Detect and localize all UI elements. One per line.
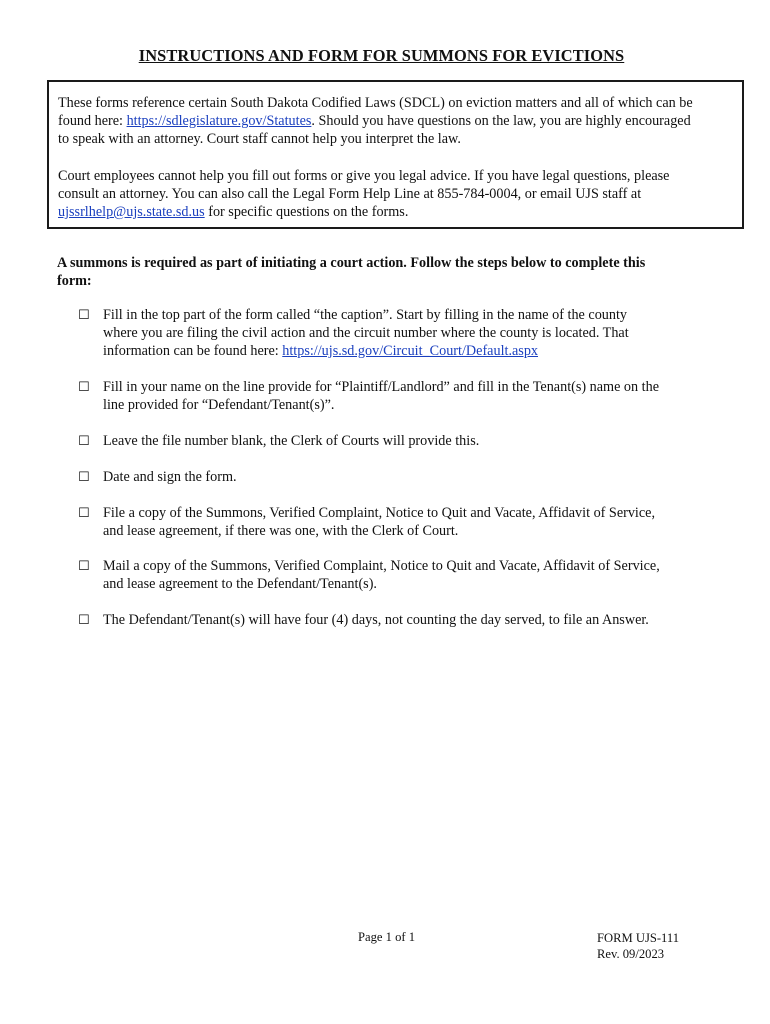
instructions-intro [57, 254, 707, 290]
step-item-answer-deadline [78, 611, 738, 629]
form-revision: Rev. 09/2023 [597, 947, 665, 961]
step-item-file-copy [78, 504, 738, 540]
step-item-date-sign [78, 468, 738, 486]
checkbox-icon[interactable]: ☐ [78, 470, 90, 485]
page-number: Page 1 of 1 [358, 930, 416, 944]
step-item-names [78, 378, 738, 414]
step-line: line provided for “Defendant/Tenant(s)”. [103, 397, 335, 413]
intro-text: form: [57, 273, 92, 290]
notice-paragraph-help [58, 167, 734, 222]
step-line: and lease agreement to the Defendant/Tenant(s). [103, 576, 377, 592]
step-line: File a copy of the Summons, Verified Complaint, Notice to Quit and Vacate, Affidavit of Service, [103, 505, 656, 521]
notice-text: found here: [58, 113, 127, 130]
intro-text: A summons is required as part of initiating a court action. Follow the steps below to complete this [57, 255, 646, 271]
step-line: where you are filing the civil action and the circuit number where the county is located. That [103, 325, 629, 341]
step-line: Fill in your name on the line provide for “Plaintiff/Landlord” and fill in the Tenant(s) name on the [103, 379, 659, 395]
notice-text: consult an attorney. You can also call the Legal Form Help Line at 855-784-0004, or email UJS staff at [58, 185, 642, 202]
checkbox-icon[interactable]: ☐ [78, 506, 90, 521]
step-text [103, 378, 738, 414]
step-line: and lease agreement, if there was one, with the Clerk of Court. [103, 523, 459, 539]
step-text [103, 504, 738, 540]
step-line: information can be found here: [103, 343, 283, 359]
help-email-link[interactable]: ujssrlhelp@ujs.state.sd.us [58, 204, 205, 221]
step-item-caption [78, 306, 738, 360]
checkbox-icon[interactable]: ☐ [78, 559, 90, 574]
notice-text: for specific questions on the forms. [204, 204, 409, 221]
step-text [103, 557, 738, 593]
notice-text: These forms reference certain South Dakota Codified Laws (SDCL) on eviction matters and all of which can be [58, 95, 693, 111]
notice-text: . Should you have questions on the law, you are highly encouraged [311, 113, 691, 130]
step-line: Fill in the top part of the form called “the caption”. Start by filling in the name of the county [103, 307, 628, 323]
notice-paragraph-statutes [58, 94, 734, 149]
step-text: Date and sign the form. [103, 469, 237, 485]
step-text [103, 306, 738, 360]
checkbox-icon[interactable]: ☐ [78, 308, 90, 323]
checkbox-icon[interactable]: ☐ [78, 434, 90, 449]
circuit-court-link[interactable]: https://ujs.sd.gov/Circuit_Court/Default.aspx [282, 343, 539, 359]
notice-box [47, 80, 744, 229]
step-item-file-number [78, 432, 738, 450]
notice-text: to speak with an attorney. Court staff cannot help you interpret the law. [58, 131, 461, 148]
form-number: FORM UJS-111 [597, 931, 679, 945]
notice-text: Court employees cannot help you fill out forms or give you legal advice. If you have legal questions, please [58, 167, 670, 184]
form-id-block [597, 930, 679, 962]
statutes-link[interactable]: https://sdlegislature.gov/Statutes [126, 113, 312, 130]
step-text: The Defendant/Tenant(s) will have four (4) days, not counting the day served, to file an Answer. [103, 612, 649, 628]
document-title: INSTRUCTIONS AND FORM FOR SUMMONS FOR EVICTIONS [138, 46, 625, 65]
checkbox-icon[interactable]: ☐ [78, 613, 90, 628]
step-text: Leave the file number blank, the Clerk of Courts will provide this. [103, 433, 480, 449]
step-line: Mail a copy of the Summons, Verified Complaint, Notice to Quit and Vacate, Affidavit of Service, [103, 558, 660, 574]
checkbox-icon[interactable]: ☐ [78, 380, 90, 395]
step-item-mail-copy [78, 557, 738, 593]
